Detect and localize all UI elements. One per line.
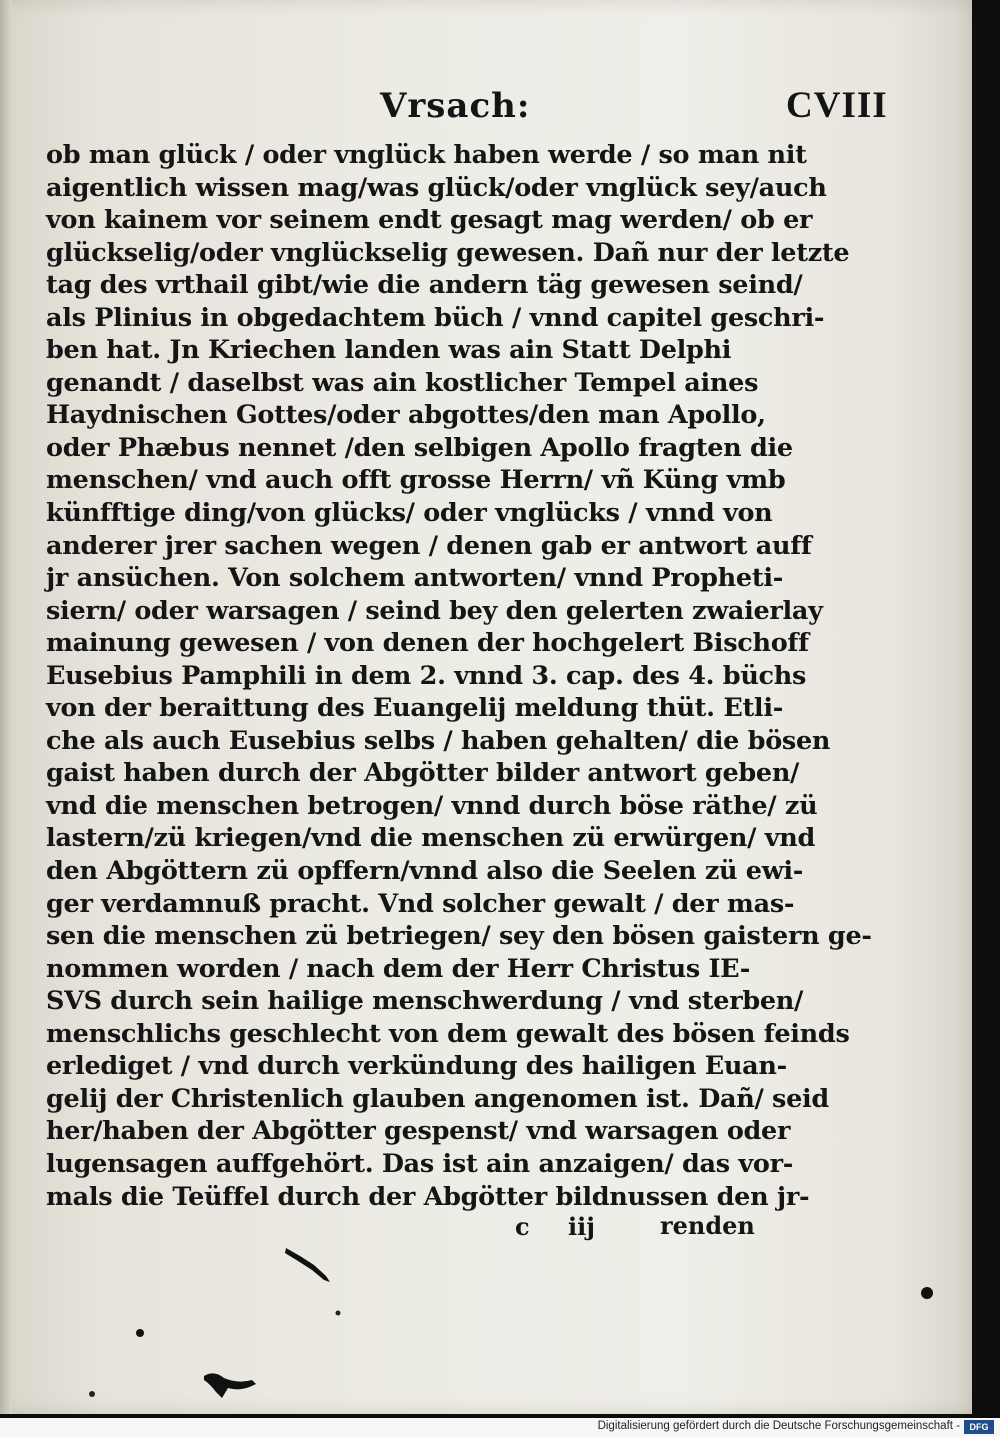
text-line: ob man glück / oder vnglück haben werde / so man nit bbox=[46, 140, 807, 170]
ink-dot-blot bbox=[136, 1329, 144, 1337]
ink-dot-blot bbox=[921, 1287, 933, 1299]
ink-stroke-blot bbox=[285, 1248, 330, 1282]
text-line: als Plinius in obgedachtem büch / vnnd capitel geschri- bbox=[46, 302, 825, 333]
text-line: anderer jrer sachen wegen / denen gab er antwort auff bbox=[46, 530, 812, 561]
folio-number: CVIII bbox=[786, 85, 888, 126]
attribution-bar bbox=[0, 1418, 1000, 1437]
text-line: che als auch Eusebius selbs / haben gehalten/ die bösen bbox=[46, 725, 831, 756]
running-title: Vrsach: bbox=[380, 86, 531, 126]
text-line: Eusebius Pamphili in dem 2. vnnd 3. cap. des 4. büchs bbox=[46, 660, 807, 691]
text-line: mainung gewesen / von denen der hochgelert Bischoff bbox=[46, 628, 809, 659]
text-line: vnd die menschen betrogen/ vnnd durch böse räthe/ zü bbox=[46, 790, 818, 821]
text-line: nommen worden / nach dem der Herr Christus IE- bbox=[46, 953, 751, 984]
text-line: her/haben der Abgötter gespenst/ vnd warsagen oder bbox=[46, 1116, 791, 1147]
ink-dot-blot bbox=[336, 1311, 341, 1316]
text-line: oder Phæbus nennet /den selbigen Apollo fragten die bbox=[46, 432, 793, 463]
text-line: gaist haben durch der Abgötter bilder antwort geben/ bbox=[46, 758, 800, 789]
text-line: SVS durch sein hailige menschwerdung / vnd sterben/ bbox=[46, 986, 804, 1017]
text-line: von der beraittung des Euangelij meldung thüt. Etli- bbox=[46, 693, 783, 724]
text-line: siern/ oder warsagen / seind bey den gelerten zwaierlay bbox=[46, 595, 823, 626]
text-line: glückselig/oder vnglückselig gewesen. Dañ nur der letzte bbox=[46, 237, 850, 268]
catchword: renden bbox=[660, 1211, 755, 1240]
text-line: lugensagen auffgehört. Das ist ain anzaigen/ das vor- bbox=[46, 1148, 794, 1179]
text-line: künfftige ding/von glücks/ oder vnglücks / vnnd von bbox=[46, 498, 773, 529]
text-line: ben hat. Jn Kriechen landen was ain Statt Delphi bbox=[46, 335, 732, 366]
text-line: Haydnischen Gottes/oder abgottes/den man Apollo, bbox=[46, 400, 766, 431]
text-line: den Abgöttern zü opffern/vnnd also die Seelen zü ewi- bbox=[46, 856, 804, 887]
ink-stroke-blot bbox=[204, 1373, 256, 1398]
text-line: sen die menschen zü betriegen/ sey den bösen gaistern ge- bbox=[46, 921, 872, 952]
text-line: genandt / daselbst was ain kostlicher Tempel aines bbox=[46, 367, 759, 398]
text-line: erlediget / vnd durch verkündung des hailigen Euan- bbox=[46, 1051, 787, 1082]
text-line: jr ansüchen. Von solchem antworten/ vnnd Propheti- bbox=[46, 563, 783, 594]
signature-mark: c iij bbox=[515, 1212, 595, 1241]
body-text bbox=[46, 139, 872, 1213]
attribution-text: Digitalisierung gefördert durch die Deutsche Forschungsgemeinschaft - bbox=[597, 1420, 960, 1432]
text-line: menschen/ vnd auch offt grosse Herrn/ vñ Küng vmb bbox=[46, 465, 786, 496]
ink-dot-blot bbox=[89, 1391, 95, 1397]
text-line: lastern/zü kriegen/vnd die menschen zü erwürgen/ vnd bbox=[46, 823, 816, 854]
text-line: tag des vrthail gibt/wie die andern täg gewesen seind/ bbox=[46, 270, 803, 301]
text-line: mals die Teüffel durch der Abgötter bildnussen den jr- bbox=[46, 1181, 810, 1212]
text-line: menschlichs geschlecht von dem gewalt des bösen feinds bbox=[46, 1018, 850, 1049]
page-gutter-edge bbox=[0, 0, 12, 1414]
dfg-logo-icon: DFG bbox=[964, 1420, 994, 1434]
text-line: ger verdamnuß pracht. Vnd solcher gewalt / der mas- bbox=[46, 888, 795, 919]
text-line: von kainem vor seinem endt gesagt mag werden/ ob er bbox=[46, 205, 813, 236]
text-line: gelij der Christenlich glauben angenomen ist. Dañ/ seid bbox=[46, 1083, 829, 1114]
text-line: aigentlich wissen mag/was glück/oder vnglück sey/auch bbox=[46, 172, 827, 203]
